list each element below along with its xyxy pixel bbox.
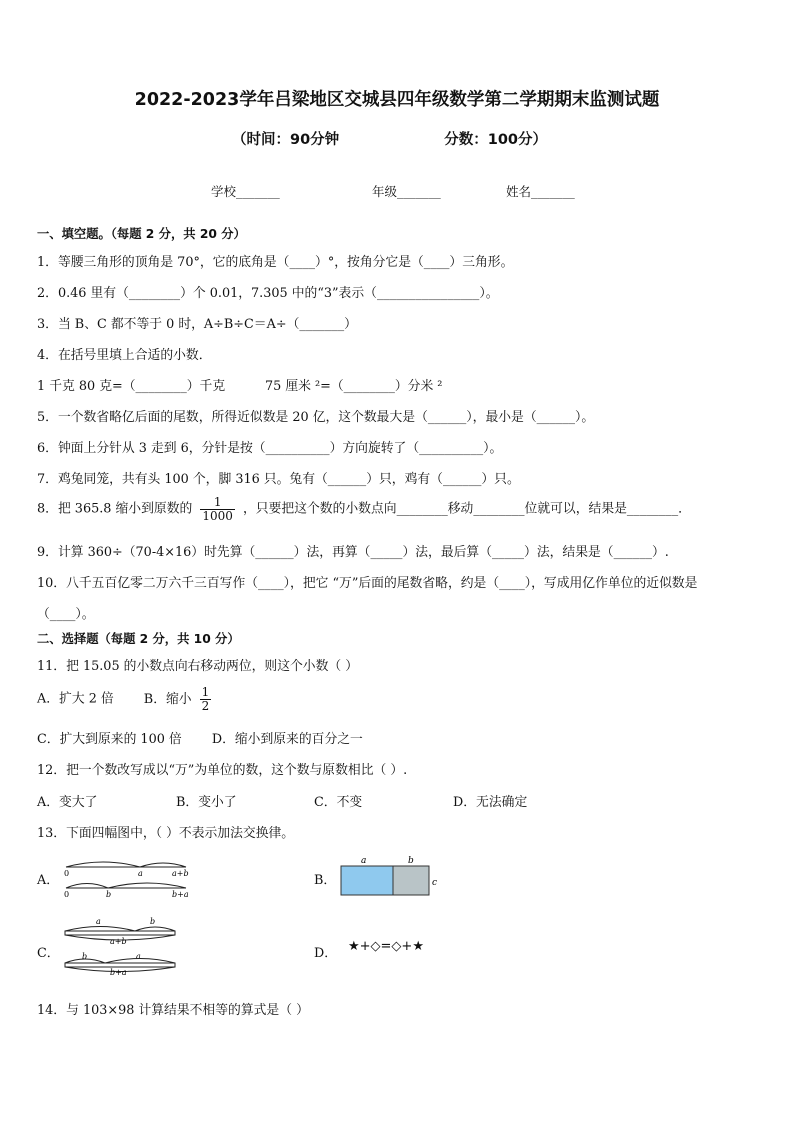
fraction-numerator: 1 [200, 496, 235, 510]
name-field[interactable]: 姓名_______ [506, 184, 575, 199]
figure-13-a [60, 855, 200, 900]
option-13-a[interactable]: A． [37, 873, 60, 888]
option-13-b[interactable]: B． [314, 873, 337, 888]
label-zero: 0 [64, 869, 70, 878]
option-11-c[interactable]: C．扩大到原来的 100 倍 [37, 732, 182, 747]
label-a: a [361, 856, 367, 866]
section2-heading: 二、选择题（每题 2 分，共 10 分） [37, 632, 240, 646]
question-11-options-ab [37, 686, 215, 712]
exam-info [232, 128, 792, 149]
fraction-1-2 [200, 686, 212, 712]
question-4-part-a: 1 千克 80 克=（________）千克 [37, 379, 226, 394]
fraction-denominator: 2 [201, 698, 210, 713]
grade-field[interactable]: 年级_______ [372, 184, 441, 199]
option-12-b[interactable]: B．变小了 [176, 795, 237, 810]
label-c: c [432, 878, 438, 888]
question-2: 2．0.46 里有（________）个 0.01，7.305 中的“3”表示（________________）。 [37, 286, 499, 301]
label-b: b [408, 856, 414, 866]
question-8 [37, 496, 691, 522]
question-8-pre: 8．把 365.8 缩小到原数的 [37, 501, 193, 517]
option-13-d[interactable]: D． [314, 946, 338, 961]
question-4-part-b: 75 厘米 ²=（________）分米 ² [265, 379, 443, 394]
option-12-c[interactable]: C．不变 [314, 795, 363, 810]
label-a-plus-b: a+b [172, 869, 189, 878]
label-b: b [150, 917, 156, 926]
option-12-a[interactable]: A．变大了 [37, 795, 98, 810]
label-b: b [106, 890, 112, 899]
label-a: a [136, 952, 141, 961]
option-12-d[interactable]: D．无法确定 [453, 795, 528, 810]
time-label: （时间：90分钟 [232, 132, 340, 148]
school-field[interactable]: 学校_______ [211, 184, 280, 199]
question-5: 5．一个数省略亿后面的尾数，所得近似数是 20 亿，这个数最大是（______），最小是（______）。 [37, 410, 595, 425]
fraction-numerator: 1 [201, 685, 210, 699]
question-7: 7．鸡兔同笼，共有头 100 个，脚 316 只。兔有（______）只，鸡有（______）只。 [37, 472, 520, 487]
figure-13-b [336, 852, 446, 902]
figure-13-c [60, 914, 185, 976]
fraction-1-1000 [200, 496, 235, 522]
question-6: 6．钟面上分针从 3 走到 6，分针是按（__________）方向旋转了（__________）。 [37, 441, 503, 456]
label-b-plus-a: b+a [172, 890, 189, 899]
fraction-denominator: 1000 [202, 508, 233, 523]
score-label: 分数：100分） [444, 132, 548, 148]
option-11-d[interactable]: D．缩小到原来的百分之一 [211, 732, 363, 747]
expression-star-diamond: ★+◇=◇+★ [348, 939, 424, 954]
question-8-post: ，只要把这个数的小数点向________移动________位就可以，结果是________． [243, 501, 691, 517]
question-11: 11．把 15.05 的小数点向右移动两位，则这个小数（ ） [37, 659, 359, 674]
option-11-a[interactable]: A．扩大 2 倍 [37, 691, 114, 707]
question-11-options-cd [37, 728, 363, 747]
label-b-plus-a: b+a [110, 968, 127, 976]
label-a: a [138, 869, 143, 878]
question-13: 13．下面四幅图中，（ ）不表示加法交换律。 [37, 826, 295, 841]
question-10-line-1: 10．八千五百亿零二万六千三百写作（____），把它 “万”后面的尾数省略，约是（____），写成用亿作单位的近似数是 [37, 576, 698, 591]
question-9: 9．计算 360÷（70-4×16）时先算（______）法，再算（_____）法，最后算（_____）法，结果是（______）. [37, 545, 669, 560]
label-a: a [96, 917, 101, 926]
option-11-b[interactable]: B．缩小 [143, 691, 192, 707]
label-zero: 0 [64, 890, 70, 899]
question-14: 14．与 103×98 计算结果不相等的算式是（ ） [37, 1003, 309, 1018]
question-12: 12．把一个数改写成以“万”为单位的数，这个数与原数相比（ ）. [37, 763, 408, 778]
rect-a [341, 866, 393, 895]
rect-b [393, 866, 429, 895]
question-10-line-2: （____）。 [37, 607, 95, 622]
label-b: b [82, 952, 88, 961]
option-13-c[interactable]: C． [37, 946, 60, 961]
question-3: 3．当 B、C 都不等于 0 时，A÷B÷C＝A÷（_______） [37, 317, 357, 332]
question-1: 1．等腰三角形的顶角是 70°，它的底角是（____）°，按角分它是（____）三角形。 [37, 255, 514, 270]
section1-heading: 一、填空题。（每题 2 分，共 20 分） [37, 227, 246, 241]
page-title: 2022-2023学年吕梁地区交城县四年级数学第二学期期末监测试题 [134, 90, 660, 110]
question-4: 4．在括号里填上合适的小数． [37, 348, 212, 363]
label-a-plus-b: a+b [110, 937, 127, 946]
